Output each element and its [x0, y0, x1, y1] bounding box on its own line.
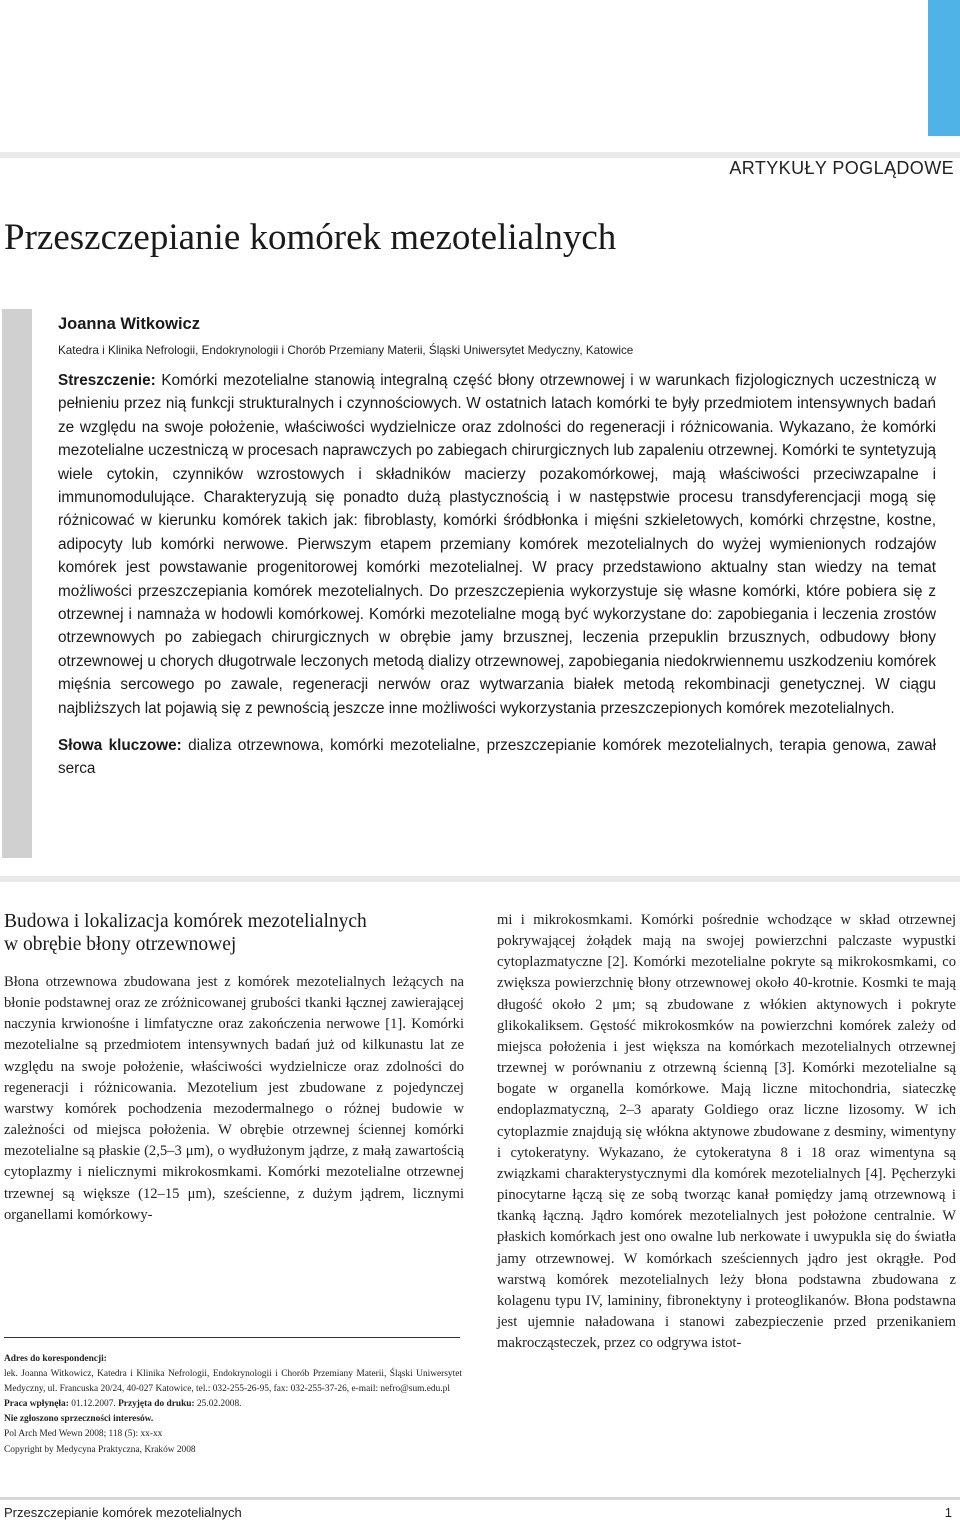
copyright: Copyright by Medycyna Praktyczna, Kraków 2008	[4, 1444, 196, 1455]
correspondence-label: Adres do korespondencji:	[4, 1354, 107, 1364]
section-label: ARTYKUŁY POGLĄDOWE	[729, 158, 954, 178]
correspondence-block	[4, 1352, 462, 1458]
body-text-left: Błona otrzewnowa zbudowana jest z komórek mezotelialnych leżących na błonie podstawnej oraz ze zróżnicowanej grubości tkanki łącznej zawierającej naczynia krwionośne i limfatyczne oraz zakończenia nerwowe [1]. Komórki mezotelialne są przedmiotem intensywnych badań już od kilkunastu lat ze względu na swoje położenie, właściwości wydzielnicze oraz zdolności do regeneracji i różnicowania. Mezotelium jest zbudowane z pojedynczej warstwy komórek pochodzenia mezodermalnego o różnej budowie w zależności od miejsca położenia. W obrębie otrzewnej ściennej komórki mezotelialne są płaskie (2,5–3 μm), o wydłużonym jądrze, z małą zawartością cytoplazmy i nielicznymi mikrokosmkami. Komórki mezotelialne otrzewnej trzewnej są większe (12–15 μm), sześcienne, z dużym jądrem, licznymi organellami komórkowy-	[4, 974, 464, 1223]
abstract-text	[58, 369, 936, 720]
abstract-label: Streszczenie:	[58, 372, 156, 389]
received-date: 01.12.2007.	[71, 1399, 116, 1410]
keywords	[58, 734, 936, 780]
keywords-label: Słowa kluczowe:	[58, 737, 182, 755]
accent-tab	[928, 0, 960, 136]
body-text-right: mi i mikrokosmkami. Komórki pośrednie wchodzące w skład otrzewnej pokrywającej żołądek mają na swojej powierzchni palczaste wypustki cytoplazmatyczne [2]. Komórki mezotelialne pokryte są mikrokosmkami, co zwiększa powierzchnię błony otrzewnowej około 40-krotnie. Kosmki te mają długość około 2 μm; są zbudowane z włókien aktynowych i pokryte glikokaliksem. Gęstość mikrokosmków na powierzchni komórek zależy od miejsca położenia i jest większa na komórkach mezotelialnych otrzewnej trzewnej w porównaniu z otrzewną ścienną [3]. Komórki mezotelialne są bogate w organella komórkowe. Mają liczne mitochondria, siateczkę endoplazmatyczną, 2–3 aparaty Goldiego oraz liczne lizosomy. W ich cytoplazmie znajdują się włókna aktynowe zbudowane z desminy, wimentyny i cytokeratyny. Wykazano, że cytokeratyna 8 i 18 oraz wimentyna są związkami charakterystycznymi dla komórek mezotelialnych [4]. Pęcherzyki pinocytarne łączą się ze sobą tworząc kanał pomiędzy jamą otrzewnową i tkanką łączną. Jądro komórek mezotelialnych jest położone centralnie. W płaskich komórkach jest ono owalne lub nerkowate i uwypukla się do światła jamy otrzewnowej. W komórkach sześciennych jądro jest okrągłe. Pod warstwą komórek mezotelialnych leży błona podstawna zbudowana z kolagenu typu IV, lamininy, fibronektyny i proteoglikanów. Błona podstawna jest ujemnie naładowana i stanowi zabezpieczenie przed przenikaniem makrocząsteczek, przez co odgrywa istot-	[497, 912, 956, 1352]
section-heading	[4, 910, 464, 956]
received-label: Praca wpłynęła:	[4, 1399, 69, 1410]
citation: Pol Arch Med Wewn 2008; 118 (5): xx-xx	[4, 1429, 163, 1440]
abstract-body: Komórki mezotelialne stanowią integralną część błony otrzewnowej i w warunkach fizjologicznych uczestniczą w pełnieniu przez nią funkcji strukturalnych i czynnościowych. W ostatnich latach komórki te były przedmiotem intensywnych badań ze względu na swoje położenie, właściwości wydzielnicze oraz zdolności do regeneracji i różnicowania. Wykazano, że komórki mezotelialne uczestniczą w procesach naprawczych po zabiegach chirurgicznych lub zapaleniu otrzewnej. Komórki te syntetyzują wiele cytokin, czynników wzrostowych i składników macierzy pozakomórkowej, mają właściwości przeciwzapalne i immunomodulujące. Charakteryzują się ponadto dużą plastycznością i w następstwie procesu transdyferencjacji mogą się różnicować w kierunku komórek takich jak: fibroblasty, komórki śródbłonka i mięśni szkieletowych, komórki chrzęstne, kostne, adipocyty lub komórki nerwowe. Pierwszym etapem przemiany komórek mezotelialnych do wyżej wymienionych rodzajów komórek jest powstawanie progenitorowej komórki mezotelialnej. W pracy przedstawiono aktualny stan wiedzy na temat możliwości przeszczepiania komórek mezotelialnych. Do przeszczepienia wykorzystuje się własne komórki, które pobiera się z otrzewnej i namnaża w hodowli komórkowej. Komórki mezotelialne mogą być wykorzystane do: zapobiegania i leczenia zrostów otrzewnowych po zabiegach chirurgicznych w obrębie jamy brzusznej, leczenia przepuklin brzusznych, odbudowy błony otrzewnowej u chorych długotrwale leczonych metodą dializy otrzewnowej, zapobiegania niedokrwiennemu uszkodzeniu komórek mięśnia sercowego po zawale, regeneracji nerwów oraz wytwarzania białek metodą rekombinacji genetycznej. W ciągu najbliższych lat pojawią się z pewnością jeszcze inne możliwości wykorzystania przeszczepionych komórek mezotelialnych.	[58, 372, 936, 717]
keywords-list: dializa otrzewnowa, komórki mezotelialne, przeszczepianie komórek mezotelialnych, terapia genowa, zawał serca	[58, 737, 936, 778]
abstract-block	[58, 313, 936, 780]
conflict-statement: Nie zgłoszono sprzeczności interesów.	[4, 1414, 154, 1425]
author-affiliation: Katedra i Klinika Nefrologii, Endokrynologii i Chorób Przemiany Materii, Śląski Uniwersytet Medyczny, Katowice	[58, 344, 634, 357]
abstract-side-bar	[2, 309, 32, 858]
accepted-label: Przyjęta do druku:	[118, 1399, 195, 1410]
accepted-date: 25.02.2008.	[196, 1399, 242, 1410]
body-divider	[0, 876, 960, 882]
article-title: Przeszczepianie komórek mezotelialnych	[4, 217, 617, 258]
running-title: Przeszczepianie komórek mezotelialnych	[4, 1505, 242, 1520]
section-heading-line-2: w obrębie błony otrzewnowej	[4, 934, 237, 955]
correspondence-divider	[4, 1337, 460, 1338]
left-column	[4, 910, 464, 1226]
footer-divider	[0, 1497, 960, 1500]
page-number: 1	[944, 1505, 952, 1520]
section-heading-line-1: Budowa i lokalizacja komórek mezotelialnych	[4, 911, 367, 932]
dates	[4, 1397, 462, 1412]
author-name: Joanna Witkowicz	[58, 315, 200, 333]
correspondence-address: lek. Joanna Witkowicz, Katedra i Klinika Nefrologii, Endokrynologii i Chorób Przemiany Materii, Śląski Uniwersytet Medyczny, ul. Francuska 20/24, 40-027 Katowice, tel.: 032-255-26-95, fax: 032-255-37-26, e-mail: nefro@sum.edu.pl	[4, 1369, 462, 1395]
